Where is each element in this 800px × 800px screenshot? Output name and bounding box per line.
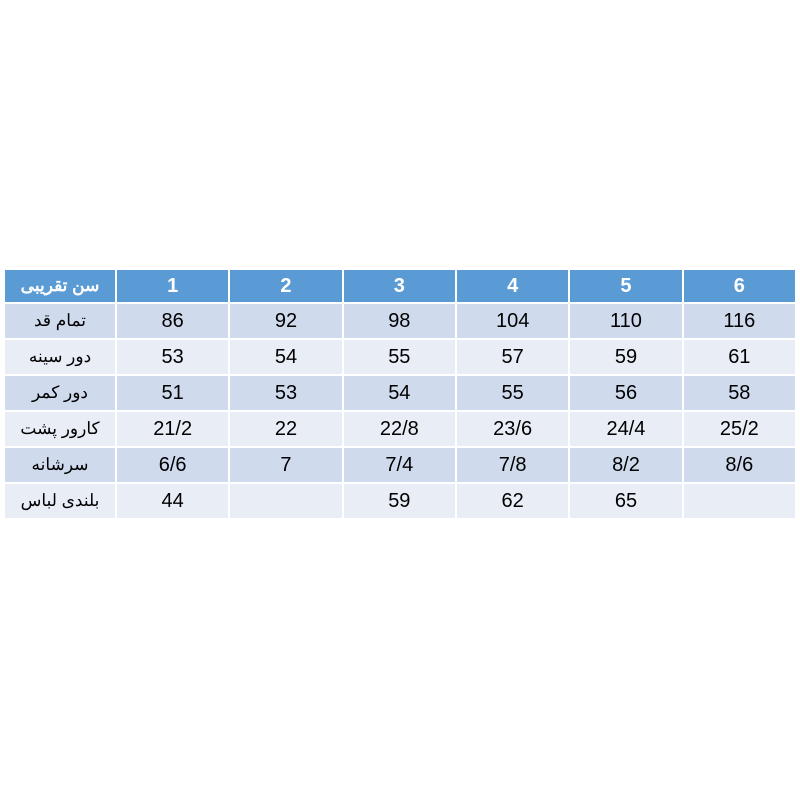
table-cell: 86 [116, 303, 229, 339]
table-cell: 116 [683, 303, 796, 339]
table-cell: 7 [229, 447, 342, 483]
table-cell: 21/2 [116, 411, 229, 447]
table-cell: 57 [456, 339, 569, 375]
table-row-chest [4, 339, 796, 375]
header-size-3: 3 [343, 269, 456, 303]
row-label: دور سینه [4, 339, 116, 375]
row-label: دور کمر [4, 375, 116, 411]
row-label: تمام قد [4, 303, 116, 339]
table-cell: 51 [116, 375, 229, 411]
table-row-waist [4, 375, 796, 411]
table-cell: 54 [343, 375, 456, 411]
table-cell: 110 [569, 303, 682, 339]
table-cell: 59 [569, 339, 682, 375]
table-cell: 8/6 [683, 447, 796, 483]
row-label: سرشانه [4, 447, 116, 483]
table-cell: 62 [456, 483, 569, 519]
header-size-4: 4 [456, 269, 569, 303]
table-cell: 25/2 [683, 411, 796, 447]
header-size-1: 1 [116, 269, 229, 303]
table-cell: 23/6 [456, 411, 569, 447]
table-cell: 104 [456, 303, 569, 339]
table-cell: 7/4 [343, 447, 456, 483]
header-row [4, 269, 796, 303]
header-size-6: 6 [683, 269, 796, 303]
table-row-shoulder [4, 447, 796, 483]
table-cell: 22/8 [343, 411, 456, 447]
table-cell: 22 [229, 411, 342, 447]
table-cell: 53 [229, 375, 342, 411]
table-cell: 56 [569, 375, 682, 411]
table-cell: 59 [343, 483, 456, 519]
table-cell: 58 [683, 375, 796, 411]
table-cell: 98 [343, 303, 456, 339]
table-cell: 54 [229, 339, 342, 375]
table-row-dress-length [4, 483, 796, 519]
header-size-5: 5 [569, 269, 682, 303]
row-label: بلندی لباس [4, 483, 116, 519]
row-label: کارور پشت [4, 411, 116, 447]
table-row-back-width [4, 411, 796, 447]
table-cell: 92 [229, 303, 342, 339]
table-cell: 8/2 [569, 447, 682, 483]
size-chart-table [3, 268, 797, 520]
table-cell: 44 [116, 483, 229, 519]
table-cell: 53 [116, 339, 229, 375]
table-cell: 55 [343, 339, 456, 375]
table-cell: 61 [683, 339, 796, 375]
table-cell: 65 [569, 483, 682, 519]
table-cell [229, 483, 342, 519]
table-row-full-height [4, 303, 796, 339]
header-age-label: سن تقریبی [4, 269, 116, 303]
table-cell [683, 483, 796, 519]
header-size-2: 2 [229, 269, 342, 303]
table-cell: 55 [456, 375, 569, 411]
table-cell: 7/8 [456, 447, 569, 483]
table-cell: 6/6 [116, 447, 229, 483]
table-cell: 24/4 [569, 411, 682, 447]
